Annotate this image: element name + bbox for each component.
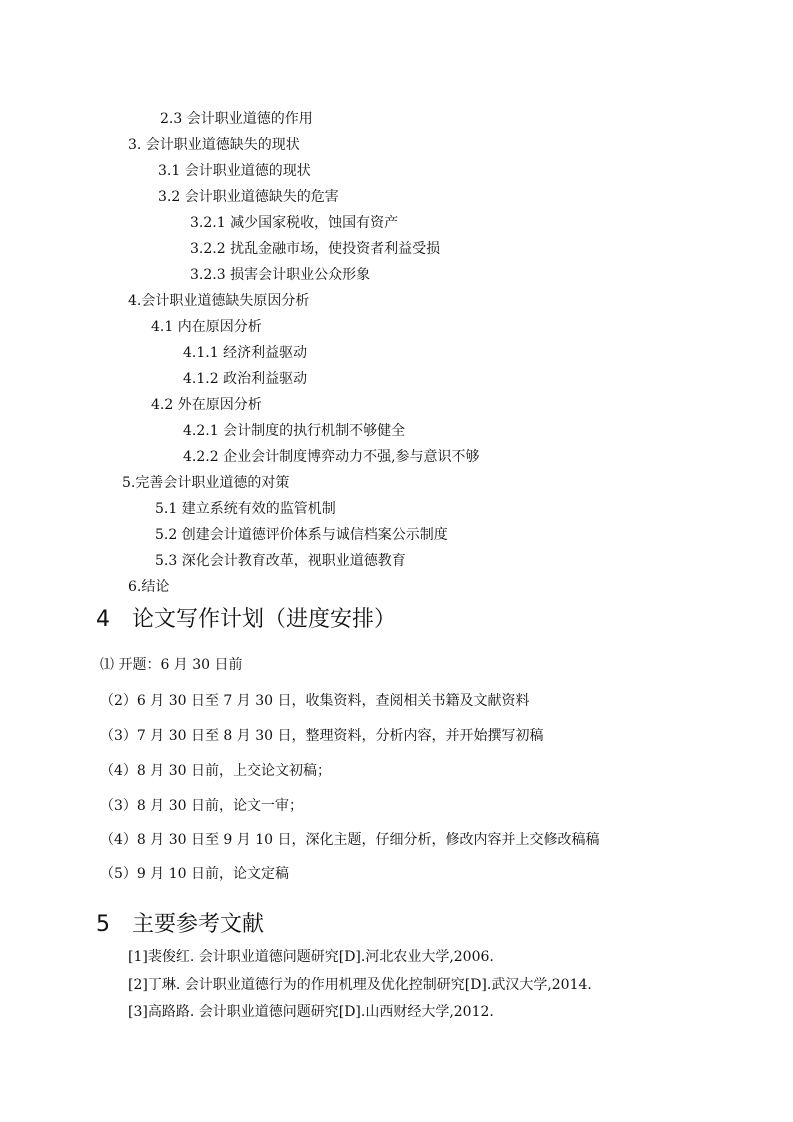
section-4-heading: [96, 606, 396, 634]
section-number: 4: [96, 607, 110, 632]
outline-item: 3.2.2 扰乱金融市场，使投资者利益受损: [190, 241, 441, 257]
outline-item: 4.2.2 企业会计制度博弈动力不强,参与意识不够: [183, 449, 480, 465]
outline-item: 4.2 外在原因分析: [151, 397, 262, 413]
outline-item: 5.2 创建会计道德评价体系与诚信档案公示制度: [155, 527, 448, 543]
outline-item: 4.1 内在原因分析: [151, 319, 262, 335]
outline-item: 4.会计职业道德缺失原因分析: [128, 293, 310, 309]
outline-item: 3.2.1 减少国家税收，蚀国有资产: [190, 215, 399, 231]
schedule-item: （4）8 月 30 日至 9 月 10 日，深化主题，仔细分析，修改内容并上交修改稿稿: [100, 832, 600, 848]
outline-item: 3. 会计职业道德缺失的现状: [128, 137, 300, 153]
section-title: 论文写作计划（进度安排）: [132, 607, 397, 632]
section-5-heading: [96, 911, 264, 939]
schedule-item: （2）6 月 30 日至 7 月 30 日，收集资料，查阅相关书籍及文献资料: [100, 693, 530, 709]
schedule-item: ⑴ 开题：6 月 30 日前: [100, 657, 243, 673]
schedule-item: （3）7 月 30 日至 8 月 30 日，整理资料，分析内容，并开始撰写初稿: [100, 728, 544, 744]
schedule-item: （5）9 月 10 日前，论文定稿: [100, 866, 289, 882]
outline-item: 5.完善会计职业道德的对策: [122, 475, 290, 491]
reference-item: [3]高路路. 会计职业道德问题研究[D].山西财经大学,2012.: [128, 1004, 494, 1020]
outline-item: 6.结论: [128, 579, 170, 595]
outline-item: 4.1.1 经济利益驱动: [183, 345, 308, 361]
outline-item: 4.2.1 会计制度的执行机制不够健全: [183, 423, 406, 439]
schedule-item: （3）8 月 30 日前，论文一审；: [100, 798, 303, 814]
outline-item: 3.2.3 损害会计职业公众形象: [190, 267, 371, 283]
outline-item: 5.1 建立系统有效的监管机制: [155, 501, 336, 517]
section-title: 主要参考文献: [132, 912, 265, 937]
reference-item: [2]丁琳. 会计职业道德行为的作用机理及优化控制研究[D].武汉大学,2014.: [128, 977, 592, 993]
outline-item: 2.3 会计职业道德的作用: [160, 111, 313, 127]
reference-item: [1]裴俊红. 会计职业道德问题研究[D].河北农业大学,2006.: [128, 949, 494, 965]
outline-item: 3.1 会计职业道德的现状: [158, 163, 311, 179]
section-number: 5: [96, 912, 110, 937]
outline-item: 5.3 深化会计教育改革，视职业道德教育: [155, 553, 406, 569]
outline-item: 3.2 会计职业道德缺失的危害: [158, 189, 339, 205]
schedule-item: （4）8 月 30 日前，上交论文初稿；: [100, 763, 331, 779]
outline-item: 4.1.2 政治利益驱动: [183, 371, 308, 387]
